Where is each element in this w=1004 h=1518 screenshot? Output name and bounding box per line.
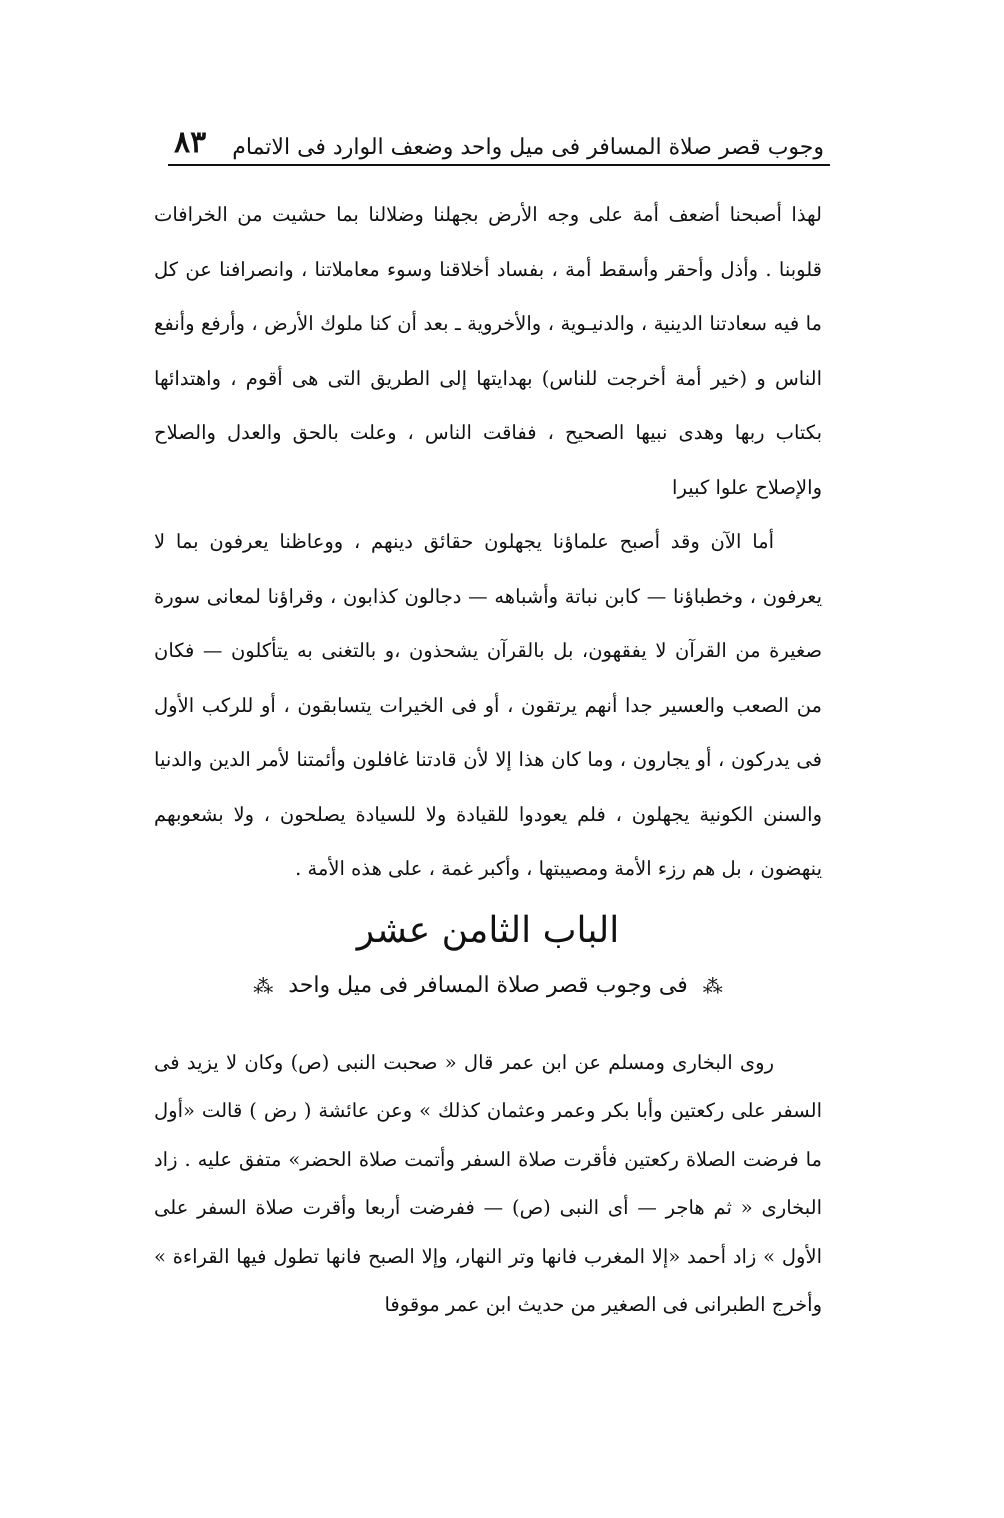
section-heading-text: فى وجوب قصر صلاة المسافر فى ميل واحد (288, 972, 688, 998)
section-heading (154, 963, 822, 1009)
ornament-icon: ⁂ (253, 973, 274, 998)
body-text (154, 188, 830, 1330)
chapter-heading: الباب الثامن عشر (356, 909, 620, 951)
running-header (168, 112, 830, 166)
book-page (150, 112, 830, 1330)
page-number: ٨٣ (174, 125, 207, 160)
section-body (154, 1039, 822, 1330)
paragraph: أما الآن وقد أصبح علماؤنا يجهلون حقائق دينهم ، ووعاظنا يعرفون بما لا يعرفون ، وخطباؤنا — كابن نباتة وأشباهه — دجالون كذابون ، وقراؤنا لمعانى سورة صغيرة من القرآن لا يفقهون، بل بالقرآن يشحذون ،و بالتغنى به يتأكلون — فكان من الصعب والعسير جدا أنهم يرتقون ، أو فى الخيرات يتسابقون ، أو للركب الأول فى يدركون ، أو يجارون ، وما كان هذا إلا لأن قادتنا غافلون وأئمتنا لأمر الدين والدنيا والسنن الكونية يجهلون ، فلم يعودوا للقيادة ولا للسيادة يصلحون ، ولا بشعوبهم ينهضون ، بل هم رزء الأمة ومصيبتها ، وأكبر غمة ، على هذه الأمة . (154, 530, 822, 880)
paragraph: روى البخارى ومسلم عن ابن عمر قال « صحبت النبى (ص) وكان لا يزيد فى السفر على ركعتين وأبا بكر وعمر وعثمان كذلك » وعن عائشة ( رض ) قالت «أول ما فرضت الصلاة ركعتين فأقرت صلاة السفر وأتمت صلاة الحضر» متفق عليه . زاد البخارى « ثم هاجر — أى النبى (ص) — ففرضت أربعا وأقرت صلاة السفر على الأول » زاد أحمد «إلا المغرب فانها وتر النهار، وإلا الصبح فانها تطول فيها القراءة » وأخرج الطبرانى فى الصغير من حديث ابن عمر موقوفا (154, 1050, 822, 1316)
ornament-icon: ⁂ (702, 973, 723, 998)
paragraph: لهذا أصبحنا أضعف أمة على وجه الأرض بجهلنا وضلالنا بما حشيت من الخرافات قلوبنا . وأذل وأحقر وأسقط أمة ، بفساد أخلاقنا وسوء معاملاتنا ، وانصرافنا عن كل ما فيه سعادتنا الدينية ، والدنيـوية ، والأخروية ـ بعد أن كنا ملوك الأرض ، وأرفع وأنفع الناس و (خير أمة أخرجت للناس) بهدايتها إلى الطريق التى هى أقوم ، واهتدائها بكتاب ربها وهدى نبيها الصحيح ، ففاقت الناس ، وعلت بالحق والعدل والصلاح والإصلاح علوا كبيرا (154, 203, 822, 499)
running-title: وجوب قصر صلاة المسافر فى ميل واحد وضعف الوارد فى الاتمام (232, 135, 824, 160)
